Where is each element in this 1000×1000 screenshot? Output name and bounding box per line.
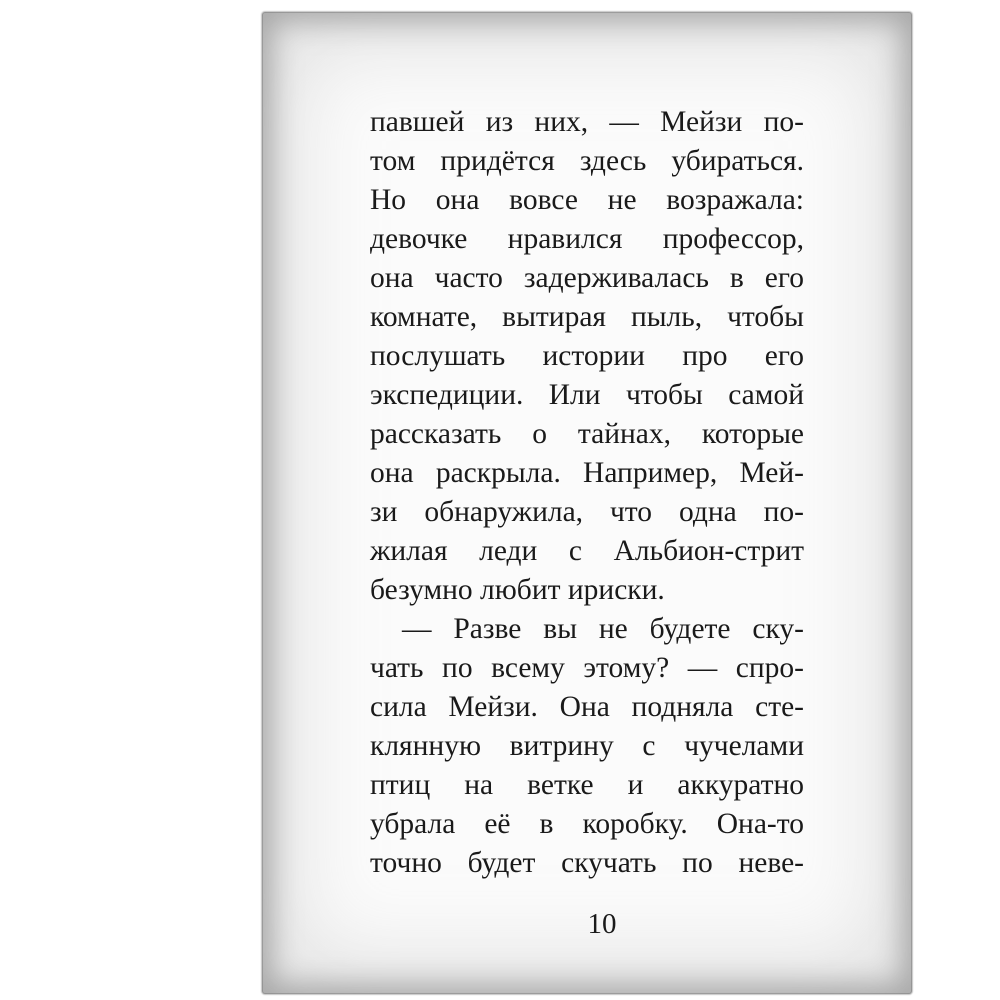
text-line: девочке нравился профессор,	[370, 223, 804, 255]
text-line: сила Мейзи. Она подняла сте-	[370, 691, 804, 723]
text-line: точно будет скучать по неве-	[370, 847, 804, 879]
text-line: — Разве вы не будете ску-	[402, 613, 804, 645]
text-line: клянную витрину с чучелами	[370, 730, 804, 762]
text-line: убрала её в коробку. Она-то	[370, 808, 804, 840]
text-line: Но она вовсе не возражала:	[370, 184, 804, 216]
text-line: послушать истории про его	[370, 340, 804, 372]
text-line: павшей из них, — Мейзи по-	[370, 106, 804, 138]
text-line: рассказать о тайнах, которые	[370, 418, 804, 450]
page-text	[370, 103, 804, 883]
text-line: жилая леди с Альбион-стрит	[370, 535, 804, 567]
text-line: зи обнаружила, что одна по-	[370, 496, 804, 528]
text-line: экспедиции. Или чтобы самой	[370, 379, 804, 411]
text-line: она раскрыла. Например, Мей-	[370, 457, 804, 489]
text-line: она часто задерживалась в его	[370, 262, 804, 294]
text-line: том придётся здесь убираться.	[370, 145, 804, 177]
text-line: чать по всему этому? — спро-	[370, 652, 804, 684]
page-number: 10	[587, 908, 617, 940]
text-line: безумно любит ириски.	[370, 574, 665, 606]
book-page	[262, 12, 912, 994]
text-line: комнате, вытирая пыль, чтобы	[370, 301, 804, 333]
text-line: птиц на ветке и аккуратно	[370, 769, 804, 801]
